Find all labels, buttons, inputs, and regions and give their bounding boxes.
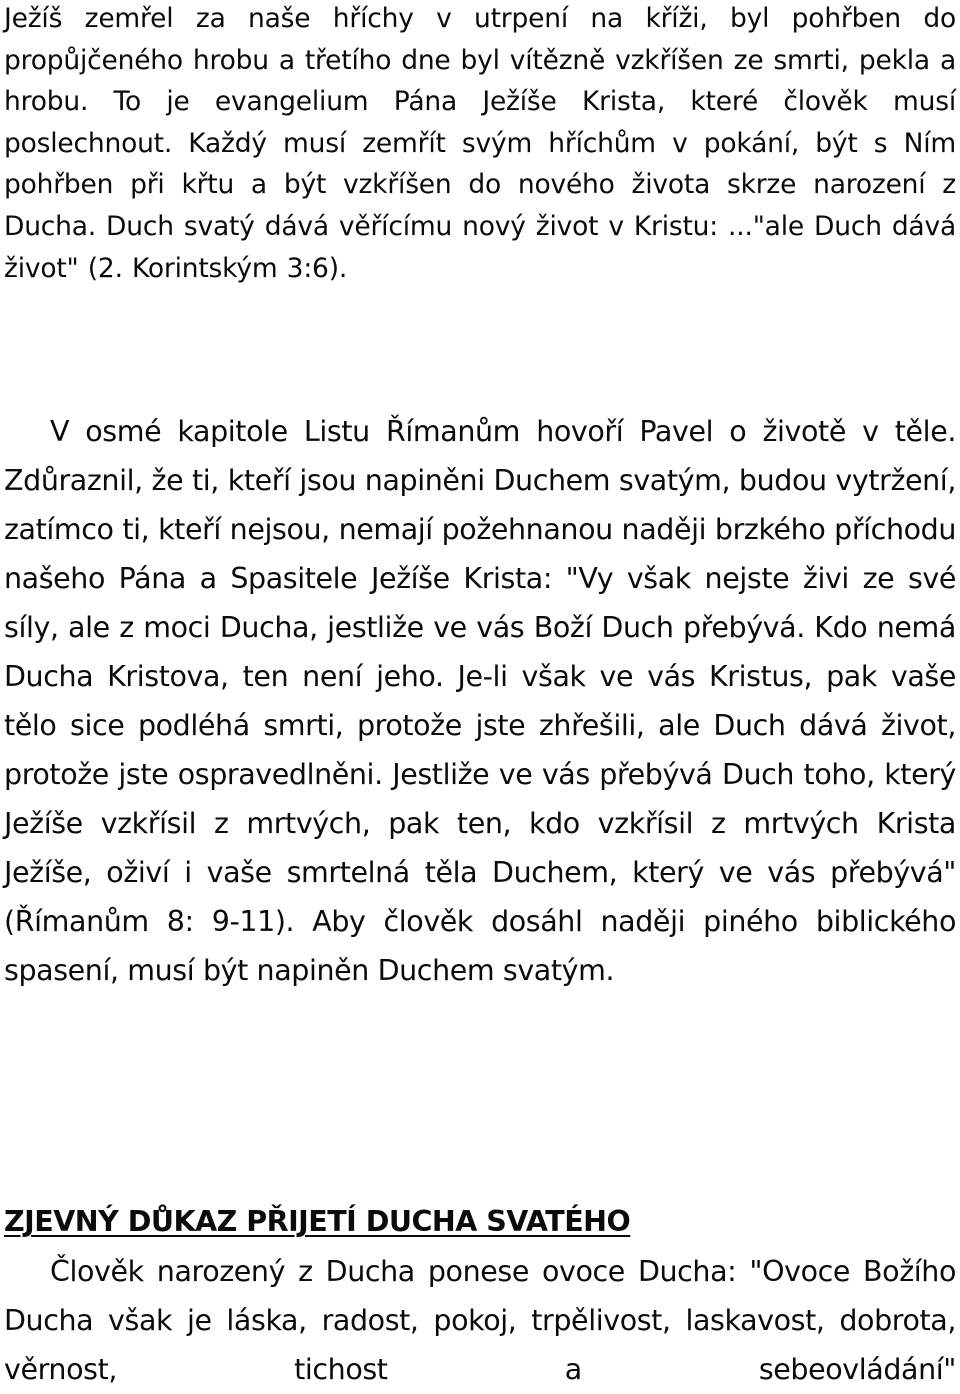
section-heading: ZJEVNÝ DŮKAZ PŘIJETÍ DUCHA SVATÉHO (4, 1205, 631, 1238)
paragraph-gospel: Ježíš zemřel za naše hříchy v utrpení na kříži, byl pohřben do propůjčeného hrobu a třetího dne byl vítězně vzkříšen ze smrti, pekla a hrobu. To je evangelium Pána Ježíše Krista, které člověk musí poslechnout. Každý musí zemřít svým hříchům v pokání, být s Ním pohřben při křtu a být vzkříšen do nového života skrze narození z Ducha. Duch svatý dává věřícímu nový život v Kristu: ..."ale Duch dává život" (2. Korintským 3:6). (4, 3, 956, 284)
paragraph-romans-8: V osmé kapitole Listu Římanům hovoří Pavel o životě v těle. Zdůraznil, že ti, kteří jsou napiněni Duchem svatým, budou vytržení, zatímco ti, kteří nejsou, nemají požehnanou naději brzkého příchodu našeho Pána a Spasitele Ježíše Krista: "Vy však nejste živi ze své síly, ale z moci Ducha, jestliže ve vás Boží Duch přebývá. Kdo nemá Ducha Kristova, ten není jeho. Je-li však ve vás Kristus, pak vaše tělo sice podléhá smrti, protože jste zhřešili, ale Duch dává život, protože jste ospravedlněni. Jestliže ve vás přebývá Duch toho, který Ježíše vzkřísil z mrtvých, pak ten, kdo vzkřísil z mrtvých Krista Ježíše, oživí i vaše smrtelná těla Duchem, který ve vás přebývá" (Římanům 8: 9-11). Aby člověk dosáhl naději piného biblického spasení, musí být napiněn Duchem svatým. (4, 415, 956, 987)
paragraph-fruit-of-spirit: Člověk narozený z Ducha ponese ovoce Ducha: "Ovoce Božího Ducha však je láska, radost, pokoj, trpělivost, laskavost, dobrota, věrnost, tichost a sebeovládání" (4, 1255, 956, 1386)
